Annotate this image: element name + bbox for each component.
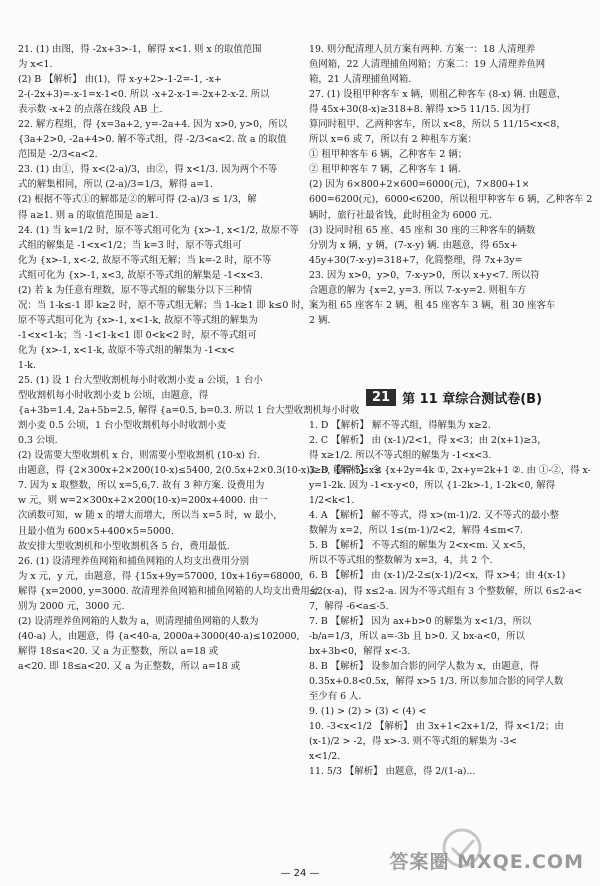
text-line: 22. 解方程组，得 {x=3a+2, y=-2a+4. 因为 x>0, y>0，所以 [18,119,288,131]
text-line: 0.3 公顷. [18,435,58,447]
text-line: 5. B 【解析】 不等式组的解集为 2<x<m. 又 x<5， [309,540,532,552]
text-line: 19. 则分配清理人员方案有两种. 方案一：18 人清理养 [309,44,536,55]
text-line: 解得 {x=2000, y=3000. 故清理养鱼网箱和捕鱼网箱的人均支出费用分 [18,585,320,597]
text-line: 1. D 【解析】 解不等式组，得解集为 x≥2. [309,420,491,431]
text-line: 型收割机每小时收割小麦 b 公顷，由题意，得 [18,390,209,402]
text-line: 所以不等式组的整数解为 x=3，4，共 2 个. [309,555,493,567]
text-line: (2) 根据不等式①的解都是②的解可得 (2-a)/3 ≤ 1/3，解 [18,194,257,206]
text-line: 3. D 【解析】 令 {x+2y=4k ①, 2x+y=2k+1 ②. 由 ①-②，得 x- [309,465,591,477]
text-line: 24. (1) 当 k=1/2 时，原不等式组可化为 {x>-1, x<1/2, 故原不等 [18,224,299,236]
text-line: 范围是 -2/3<a<2. [18,149,98,161]
text-line: (x-1)/2 > -2，得 x>-3. 则不等式组的解集为 -3< [309,735,517,747]
text-line: 11. 5/3 【解析】 由题意，得 2/(1-a)... [309,766,476,778]
text-line: 且最小值为 600×5+400×5=5000. [18,525,174,537]
text-line: 原不等式组可化为 {x>-1, x<1-k, 故原不等式组的解集为 [18,314,258,326]
text-line: 化为 {x>-1, x<-2, 故原不等式组无解；当 k=-2 时，原不等 [18,254,272,266]
text-line: 7，解得 -6<a≤-5. [309,600,389,612]
text-line: 式的解集相同，所以 (2-a)/3=1/3，解得 a=1. [18,179,213,191]
text-line: 算同时租甲、乙两种客车，所以 x<8，所以 5 11/15<x<8， [309,119,566,131]
text-line: 45y+30(7-x-y)=318+7，化简整理，得 7x+3y= [309,254,523,266]
text-line: 7. 因为 x 取整数，所以 x=5,6,7. 故有 3 种方案. 设费用为 [18,480,265,492]
text-line: 27. (1) 设租甲种客车 x 辆，则租乙种客车 (8-x) 辆. 由题意， [309,89,567,101]
text-line: (2) B 【解析】 由(1)，得 x-y+2>-1-2=-1, -x+ [18,74,222,86]
text-line: 2. C 【解析】 由 (x-1)/2<1，得 x<3；由 2(x+1)≥3， [309,435,547,447]
text-line: 分别为 x 辆，y 辆，(7-x-y) 辆. 由题意，得 65x+ [309,239,518,251]
text-line: -b/a=1/3，所以 a=-3b 且 b>0. 又 bx-a<0，所以 [309,630,525,642]
text-line: ② 租甲种客车 7 辆，乙种客车 1 辆. [309,164,461,176]
text-line: ≤2(x-a)，得 x≤2-a. 因为不等式组有 3 个整数解，所以 6≤2-a< [309,585,583,597]
text-line: ① 租甲种客车 6 辆，乙种客车 2 辆； [309,149,468,161]
text-line: 辆时，旅行社最省钱，此时租金为 6000 元. [309,209,492,221]
text-line: 得 a≥1. 则 a 的取值范围是 a≥1. [18,209,159,221]
text-line: 0.35x+0.8<0.5x，解得 x>5 1/3. 所以参加合影的同学人数 [309,675,564,687]
right-column-bottom [309,418,591,779]
text-line: 解得 18≤a<20. 又 a 为正整数，所以 a=18 或 [18,645,219,657]
text-line: 25. (1) 设 1 台大型收割机每小时收割小麦 a 公顷，1 台小 [18,375,263,387]
text-line: (3) 设同时租 65 座、45 座和 30 座的三种客车的辆数 [309,224,536,236]
page-number: — 24 — [280,868,320,879]
section-number-badge: 21 [366,389,396,406]
text-line: 鱼网箱，22 人清理捕鱼网箱；方案二：19 人清理养鱼网 [309,59,546,71]
text-line: {a+3b=1.4, 2a+5b=2.5, 解得 {a=0.5, b=0.3. 所以 1 台大型收割机每小时收 [18,405,360,417]
text-line: 为 x 元，y 元，由题意，得 {15x+9y=57000, 10x+16y=68000, [18,570,304,582]
text-line: 8. B 【解析】 设参加合影的同学人数为 x，由题意，得 [309,660,539,672]
text-line: 10. -3<x<1/2 【解析】 由 3x+1<2x+1/2，得 x<1/2；由 [309,720,564,732]
right-column-top [309,42,593,328]
text-line: {3a+2>0, -2a+4>0. 解不等式组，得 -2/3<a<2. 故 a 的取值 [18,134,287,146]
text-line: 为 x<1. [18,59,53,71]
section-title: 第 11 章综合测试卷(B) [402,391,543,407]
text-line: 6. B 【解析】 由 (x-1)/2-2≤(x-1)/2<x，得 x>4；由 4(x-1) [309,570,566,582]
text-line: 表示数 -x+2 的点落在线段 AB 上. [18,104,163,116]
text-line: 得 x≥1/2. 所以不等式组的解集为 -1<x<3. [309,450,492,462]
text-line: 别为 2000 元，3000 元. [18,600,125,612]
text-line: 所以 x=6 或 7，所以有 2 种租车方案： [309,134,477,146]
text-line: y=1-2k. 因为 -1<x-y<0，所以 {1-2k>-1, 1-2k<0, 解得 [309,480,556,492]
text-line: 21. (1) 由图，得 -2x+3>-1，解得 x<1. 则 x 的取值范围 [18,44,262,55]
watermark-text: 答案圈 MXQE.COM [389,851,584,873]
text-line: 况：当 1-k≤-1 即 k≥2 时，原不等式组无解；当 1-k≥1 即 k≤0 时， [18,299,311,311]
text-line: 故安排大型收割机和小型收割机各 5 台，费用最低. [18,540,230,552]
text-line: 箱，21 人清理捕鱼网箱. [309,74,412,86]
text-line: 7. B 【解析】 因为 ax+b>0 的解集为 x<1/3，所以 [309,615,532,627]
text-line: a<20. 即 18≤a<20. 又 a 为正整数，所以 a=18 或 [18,660,241,672]
text-line: 4. A 【解析】 解不等式，得 x>(m-1)/2. 又不等式的最小整 [309,510,559,522]
section-header [366,386,566,408]
text-line: w 元，则 w=2×300x+2×200(10-x)=200x+4000. 由一 [18,495,268,507]
text-line: 26. (1) 设清理养鱼网箱和捕鱼网箱的人均支出费用分别 [18,555,250,567]
text-line: 2-(-2x+3)=-x-1=x-1<0. 所以 -x+2-x-1=-2x+2-x-2. 所以 [18,89,270,101]
text-line: 600=6200(元)，6000<6200，所以租甲种客车 6 辆，乙种客车 2 [309,194,593,206]
text-line: 式组可化为 {x>-1, x<3, 故原不等式组的解集是 -1<x<3. [18,269,263,281]
text-line: -1<x<1-k；当 -1<1-k<1 即 0<k<2 时，原不等式组可 [18,329,257,341]
text-line: 割小麦 0.5 公顷，1 台小型收割机每小时收割小麦 [18,420,226,432]
text-line: (40-a) 人，由题意，得 {a<40-a, 2000a+3000(40-a)≤102000, [18,630,300,642]
text-line: 得 45x+30(8-x)≥318+8. 解得 x>5 11/15. 因为打 [309,104,531,116]
text-line: 案为租 65 座客车 2 辆，租 45 座客车 3 辆，租 30 座客车 [309,299,556,311]
text-line: (2) 设需要大型收割机 x 台，则需要小型收割机 (10-x) 台. [18,450,261,462]
text-line: 由题意，得 {2×300x+2×200(10-x)≤5400, 2(0.5x+2×0.3(10-x))≥8, 解得 5≤x≤ [18,465,382,477]
text-line: 2 辆. [309,314,331,326]
text-line: 次函数可知，w 随 x 的增大而增大，所以当 x=5 时，w 最小， [18,510,283,522]
text-line: 23. 因为 x>0，y>0，7-x-y>0，所以 x+y<7. 所以符 [309,269,540,281]
text-line: 合题意的解为 {x=2, y=3. 所以 7-x-y=2. 则租车方 [309,284,527,296]
text-line: (2) 设清理养鱼网箱的人数为 a，则清理捕鱼网箱的人数为 [18,615,259,627]
text-line: x<1/2. [309,751,341,763]
text-line: 数解为 x=2，所以 1≤(m-1)/2<2，解得 4≤m<7. [309,525,524,537]
text-line: 式组的解集是 -1<x<1/2；当 k=3 时，原不等式组可 [18,239,242,251]
text-line: 9. (1) > (2) > (3) < (4) < [309,705,427,717]
text-line: 23. (1) 由①，得 x<(2-a)/3，由②，得 x<1/3. 因为两个不等 [18,164,278,176]
text-line: 至少有 6 人. [309,690,362,702]
text-line: (2) 若 k 为任意有理数，原不等式组的解集分以下三种情 [18,284,253,296]
text-line: bx+3b<0，解得 x<-3. [309,645,411,657]
text-line: 1-k. [18,359,36,371]
text-line: 1/2<k<1. [309,495,355,507]
text-line: (2) 因为 6×800+2×600=6000(元)，7×800+1× [309,179,530,191]
text-line: 化为 {x>-1, x<1-k, 故原不等式组的解集为 -1<x< [18,344,235,356]
